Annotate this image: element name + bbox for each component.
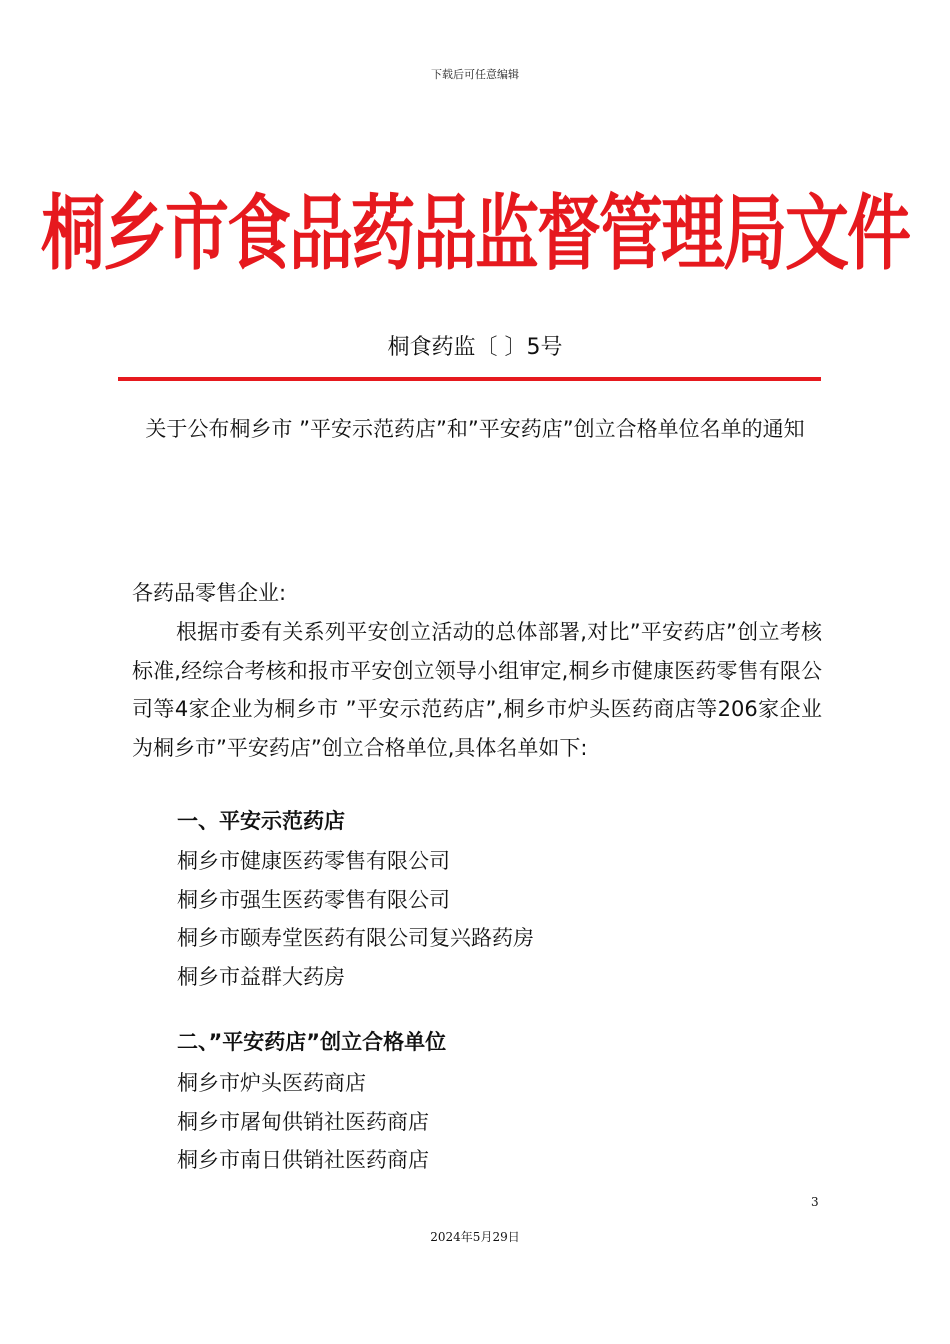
- qualified-unit-list: [177, 1064, 429, 1180]
- demo-pharmacy-list: [177, 842, 534, 996]
- list-item: 桐乡市健康医药零售有限公司: [177, 849, 450, 873]
- document-number: 桐食药监〔 〕5号: [387, 335, 563, 360]
- notice-subject: 关于公布桐乡市 ”平安示范药店”和”平安药店”创立合格单位名单的通知: [145, 417, 805, 441]
- list-item: 桐乡市强生医药零售有限公司: [177, 887, 450, 912]
- red-divider: [118, 377, 821, 381]
- list-item: 桐乡市益群大药房: [177, 964, 345, 989]
- body-paragraph: 根据市委有关系列平安创立活动的总体部署,对比”平安药店”创立考核标准,经综合考核和报市平安创立领导小组审定,桐乡市健康医药零售有限公司等4家企业为桐乡市 ”平安示范药店”,桐乡市炉头医药商店等206家企业为桐乡市”平安药店”创立合格单位,具体名单如下:: [132, 620, 822, 760]
- list-item: 桐乡市颐寿堂医药有限公司复兴路药房: [177, 926, 534, 950]
- section-heading-qualified-units: 二、”平安药店”创立合格单位: [177, 1030, 447, 1054]
- page-number: 3: [811, 1195, 819, 1209]
- salutation: 各药品零售企业:: [132, 581, 287, 605]
- list-item: 桐乡市炉头医药商店: [177, 1071, 366, 1095]
- document-title: 桐乡市食品药品监督管理局文件: [41, 185, 909, 282]
- header-note: 下载后可任意编辑: [431, 68, 519, 81]
- list-item: 桐乡市南日供销社医药商店: [177, 1148, 429, 1172]
- footer-date: 2024年5月29日: [430, 1230, 520, 1244]
- section-heading-demo-pharmacies: 一、平安示范药店: [177, 809, 345, 833]
- list-item: 桐乡市屠甸供销社医药商店: [177, 1109, 429, 1134]
